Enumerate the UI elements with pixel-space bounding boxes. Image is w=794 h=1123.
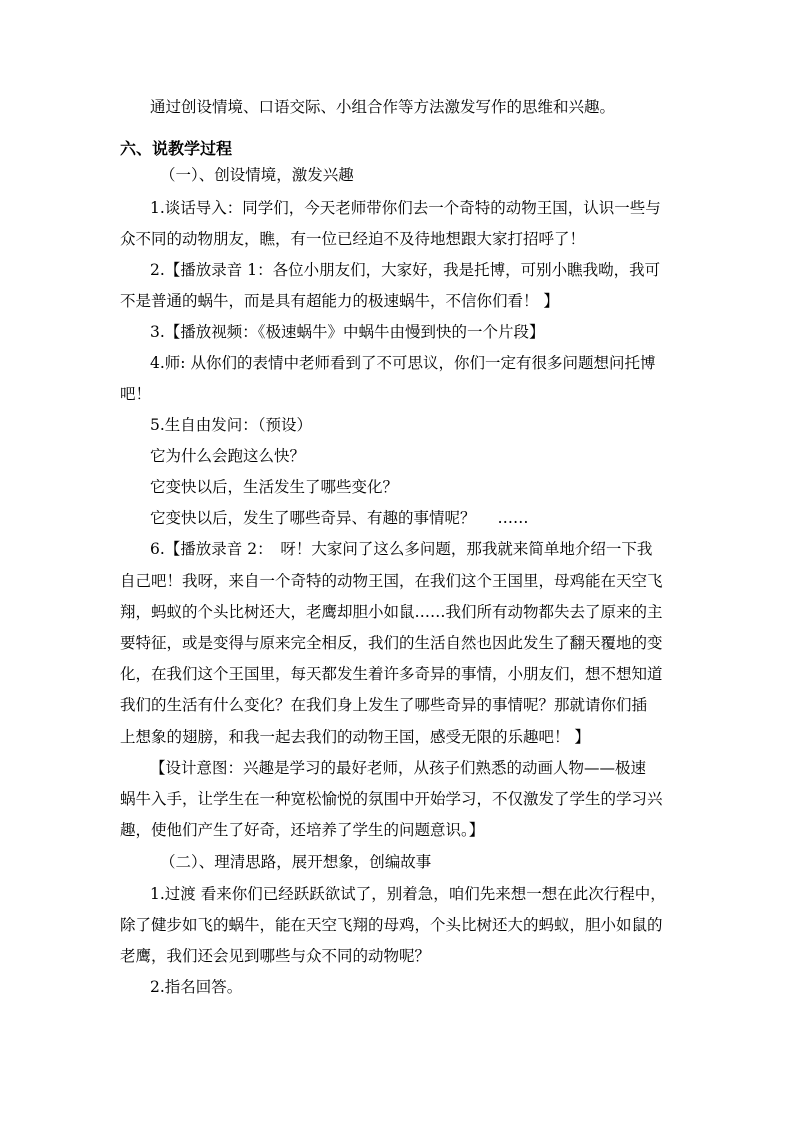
paragraph-6-line-3: 翔，蚂蚁的个头比树还大，老鹰却胆小如鼠……我们所有动物都失去了原来的主 (120, 603, 663, 621)
question-2: 它变快以后，生活发生了哪些变化？ (150, 478, 399, 496)
paragraph-2-line-2: 不是普通的蜗牛，而是具有超能力的极速蜗牛，不信你们看！ 】 (120, 292, 559, 310)
paragraph-1-line-1: 1.谈话导入：同学们，今天老师带你们去一个奇特的动物王国，认识一些与 (150, 199, 661, 217)
paragraph-6-line-4: 要特征，或是变得与原来完全相反，我们的生活自然也因此发生了翻天覆地的变 (120, 634, 663, 652)
paragraph-3: 3.【播放视频：《极速蜗牛》中蜗牛由慢到快的一个片段】 (150, 323, 545, 341)
design-intent-line-2: 蜗牛入手，让学生在一种宽松愉悦的氛围中开始学习，不仅激发了学生的学习兴 (120, 790, 663, 808)
paragraph-4-line-2: 吧！ (120, 385, 152, 403)
paragraph-4-line-1: 4.师: 从你们的表情中老师看到了不可思议，你们一定有很多问题想问托博 (150, 354, 656, 372)
paragraph-7-line-1: 1.过渡 看来你们已经跃跃欲试了，别着急，咱们先来想一想在此次行程中， (150, 885, 666, 903)
question-3 (150, 508, 680, 528)
design-intent-line-3: 趣，使他们产生了好奇，还培养了学生的问题意识。】 (120, 821, 485, 839)
paragraph-6-line-5: 化，在我们这个王国里，每天都发生着许多奇异的事情，小朋友们，想不想知道 (120, 665, 663, 683)
paragraph-6-line-6: 我们的生活有什么变化？在我们身上发生了哪些奇异的事情呢？那就请你们插 (120, 696, 648, 714)
paragraph-8: 2.指名回答。 (150, 978, 243, 996)
question-3-ellipsis: …… (497, 509, 529, 527)
paragraph-5: 5.生自由发问：（预设） (150, 416, 313, 434)
paragraph-2-line-1: 2.【播放录音 1：各位小朋友们，大家好，我是托博，可别小瞧我呦，我可 (150, 261, 661, 279)
paragraph-6-line-2: 自己吧！我呀，来自一个奇特的动物王国，在我们这个王国里，母鸡能在天空飞 (120, 572, 663, 590)
paragraph-7-line-3: 老鹰，我们还会见到哪些与众不同的动物呢？ (120, 947, 431, 965)
paragraph-1-line-2: 众不同的动物朋友，瞧，有一位已经迫不及待地想跟大家打招呼了！ (120, 230, 586, 248)
paragraph-7-line-2: 除了健步如飞的蜗牛，能在天空飞翔的母鸡，个头比树还大的蚂蚁，胆小如鼠的 (120, 916, 663, 934)
paragraph-6-line-7: 上想象的翅膀，和我一起去我们的动物王国，感受无限的乐趣吧！ 】 (120, 728, 590, 746)
paragraph-6-line-1: 6.【播放录音 2： 呀！大家问了这么多问题，那我就来简单地介绍一下我 (150, 540, 653, 558)
design-intent-line-1: 【设计意图：兴趣是学习的最好老师，从孩子们熟悉的动画人物——极速 (150, 759, 647, 777)
subsection-title-2: （二）、理清思路，展开想象，创编故事 (160, 853, 432, 871)
section-title: 六、说教学过程 (120, 139, 233, 158)
question-3-text: 它变快以后，发生了哪些奇异、有趣的事情呢？ (150, 509, 476, 527)
subsection-title-1: （一）、创设情境，激发兴趣 (160, 166, 354, 184)
question-1: 它为什么会跑这么快？ (150, 447, 306, 465)
intro-line: 通过创设情境、口语交际、小组合作等方法激发写作的思维和兴趣。 (150, 98, 616, 116)
